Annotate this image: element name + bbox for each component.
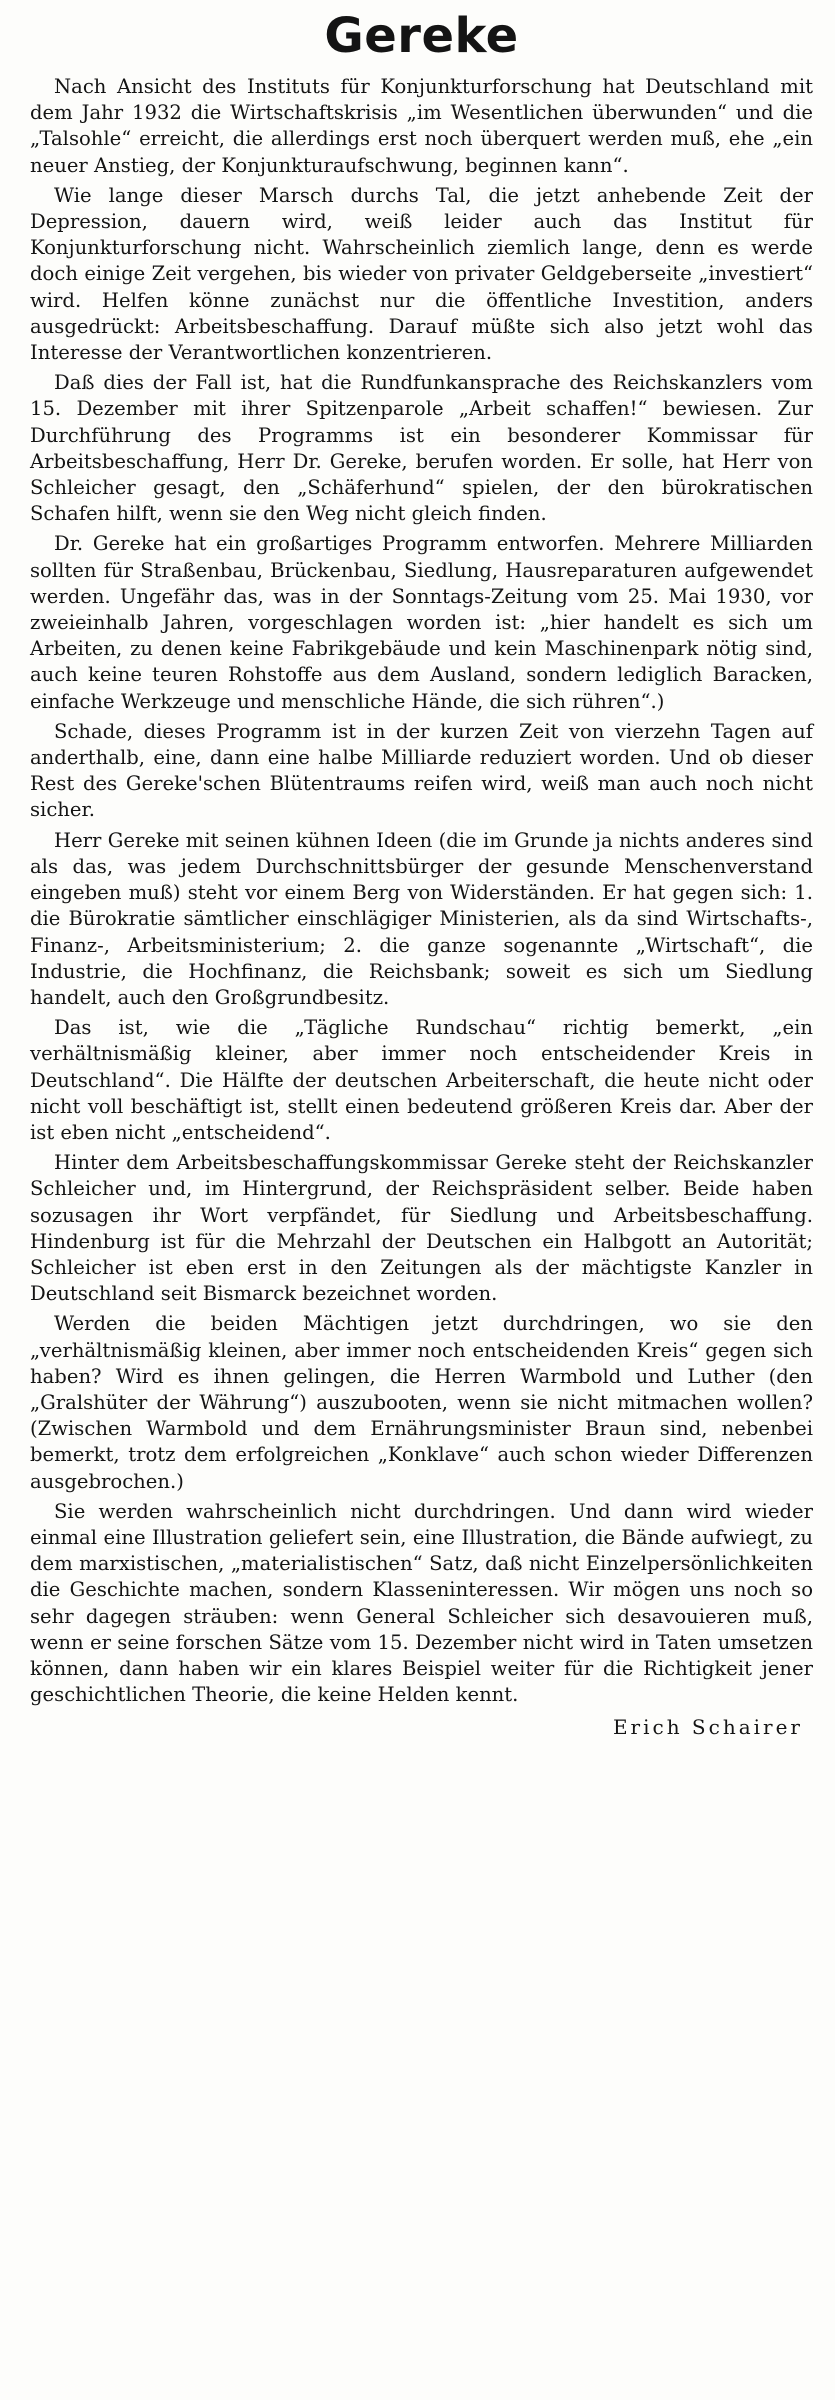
- paragraph-1: Nach Ansicht des Instituts für Konjunkturforschung hat Deutschland mit dem Jahr 1932 die Wirtschaftskrisis „im Wesentlichen überwunden“ und die „Talsohle“ erreicht, die allerdings erst noch überquert werden muß, ehe „ein neuer Anstieg, der Konjunkturaufschwung, beginnen kann“.: [30, 75, 813, 177]
- paragraph-9: Werden die beiden Mächtigen jetzt durchdringen, wo sie den „verhältnismäßig kleinen, aber immer noch entscheidenden Kreis“ gegen sich haben? Wird es ihnen gelingen, die Herren Warmbold und Luther (den „Gralshüter der Währung“) auszubooten, wenn sie nicht mitmachen wollen? (Zwischen Warmbold und dem Ernährungsminister Braun sind, nebenbei bemerkt, trotz dem erfolgreichen „Konklave“ auch schon wieder Differenzen ausgebrochen.): [30, 1312, 813, 1493]
- paragraph-10: Sie werden wahrscheinlich nicht durchdringen. Und dann wird wieder einmal eine Illustration geliefert sein, eine Illustration, die Bände aufwiegt, zu dem marxistischen, „materialistischen“ Satz, daß nicht Einzelpersönlichkeiten die Geschichte machen, sondern Klasseninteressen. Wir mögen uns noch so sehr dagegen sträuben: wenn General Schleicher sich desavouieren muß, wenn er seine forschen Sätze vom 15. Dezember nicht wird in Taten umsetzen können, dann haben wir ein klares Beispiel weiter für die Richtigkeit jener geschichtlichen Theorie, die keine Helden kennt.: [30, 1499, 813, 1707]
- paragraph-7: Das ist, wie die „Tägliche Rundschau“ richtig bemerkt, „ein verhältnismäßig kleiner, aber immer noch entscheidender Kreis in Deutschland“. Die Hälfte der deutschen Arbeiterschaft, die heute nicht oder nicht voll beschäftigt ist, stellt einen bedeutend größeren Kreis dar. Aber der ist eben nicht „entscheidend“.: [30, 1016, 813, 1144]
- author-signature: Erich Schairer: [612, 1715, 803, 1740]
- paragraph-6: Herr Gereke mit seinen kühnen Ideen (die im Grunde ja nichts anderes sind als das, was jedem Durchschnittsbürger der gesunde Menschenverstand eingeben muß) steht vor einem Berg von Widerständen. Er hat gegen sich: 1. die Bürokratie sämtlicher einschlägiger Ministerien, als da sind Wirtschafts-, Finanz-, Arbeitsministerium; 2. die ganze sogenannte „Wirtschaft“, die Industrie, die Hochfinanz, die Reichsbank; soweit es sich um Siedlung handelt, auch den Großgrundbesitz.: [30, 828, 813, 1009]
- article-body: [30, 74, 813, 1708]
- paragraph-8: Hinter dem Arbeitsbeschaffungskommissar Gereke steht der Reichskanzler Schleicher und, im Hintergrund, der Reichspräsident selber. Beide haben sozusagen ihr Wort verpfändet, für Siedlung und Arbeitsbeschaffung. Hindenburg ist für die Mehrzahl der Deutschen ein Halbgott an Autorität; Schleicher ist eben erst in den Zeitungen als der mächtigste Kanzler in Deutschland seit Bismarck bezeichnet worden.: [30, 1151, 813, 1306]
- paragraph-2: Wie lange dieser Marsch durchs Tal, die jetzt anhebende Zeit der Depression, dauern wird, weiß leider auch das Institut für Konjunkturforschung nicht. Wahrscheinlich ziemlich lange, denn es werde doch einige Zeit vergehen, bis wieder von privater Geldgeberseite „investiert“ wird. Helfen könne zunächst nur die öffentliche Investition, anders ausgedrückt: Arbeitsbeschaffung. Darauf müßte sich also jetzt wohl das Interesse der Verantwortlichen konzentrieren.: [30, 183, 813, 365]
- paragraph-5: Schade, dieses Programm ist in der kurzen Zeit von vierzehn Tagen auf anderthalb, eine, dann eine halbe Milliarde reduziert worden. Und ob dieser Rest des Gereke'schen Blütentraums reifen wird, weiß man auch noch nicht sicher.: [30, 719, 813, 822]
- paragraph-3: Daß dies der Fall ist, hat die Rundfunkansprache des Reichskanzlers vom 15. Dezember mit ihrer Spitzenparole „Arbeit schaffen!“ bewiesen. Zur Durchführung des Programms ist ein besonderer Kommissar für Arbeitsbeschaffung, Herr Dr. Gereke, berufen worden. Er solle, hat Herr von Schleicher gesagt, den „Schäferhund“ spielen, der den bürokratischen Schafen hilft, wenn sie den Weg nicht gleich finden.: [30, 371, 813, 526]
- paragraph-4: Dr. Gereke hat ein großartiges Programm entworfen. Mehrere Milliarden sollten für Straßenbau, Brückenbau, Siedlung, Hausreparaturen aufgewendet werden. Ungefähr das, was in der Sonntags-Zeitung vom 25. Mai 1930, vor zweieinhalb Jahren, vorgeschlagen worden ist: „hier handelt es sich um Arbeiten, zu denen keine Fabrikgebäude und kein Maschinenpark nötig sind, auch keine teuren Rohstoffe aus dem Ausland, sondern lediglich Baracken, einfache Werkzeuge und menschliche Hände, die sich rühren“.): [30, 532, 813, 713]
- article-title: Gereke: [324, 8, 519, 64]
